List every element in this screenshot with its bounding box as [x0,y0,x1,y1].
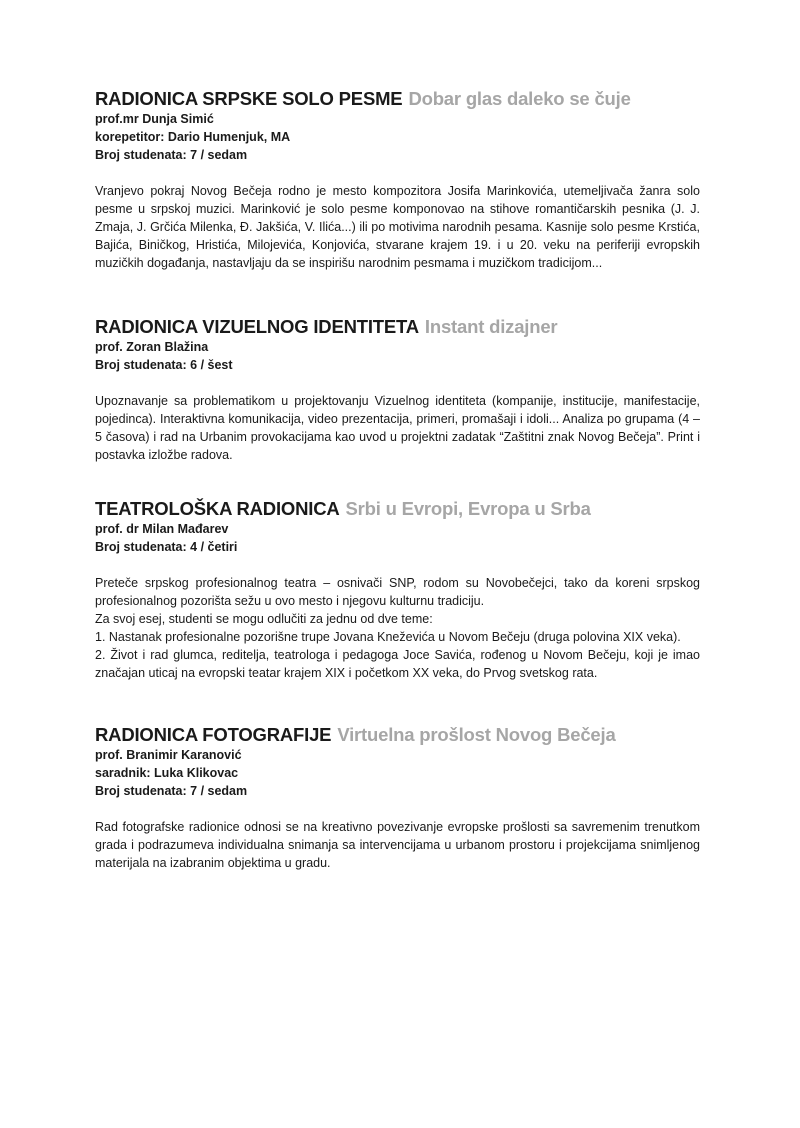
section-body [95,392,700,464]
section-body [95,574,700,682]
student-count-line: Broj studenata: 7 / sedam [95,784,248,798]
student-count-line: Broj studenata: 6 / šest [95,358,233,372]
section-heading [95,316,700,338]
section-subtitle: Virtuelna prošlost Novog Bečeja [337,724,616,745]
student-count-line: Broj studenata: 4 / četiri [95,540,238,554]
paragraph: Preteče srpskog profesionalnog teatra – osnivači SNP, rodom su Novobečejci, tako da koreni srpskog profesionalnog pozorišta sežu u ovo mesto i njegovu kulturnu tradiciju. [95,576,700,608]
section-subtitle: Instant dizajner [424,316,558,337]
section-heading [95,88,700,110]
section-title: RADIONICA FOTOGRAFIJE [95,724,332,745]
section-fotografija [95,724,700,872]
professor-line: prof. Branimir Karanović [95,748,242,762]
accompanist-line: korepetitor: Dario Humenjuk, MA [95,130,291,144]
section-vizuelni-identitet [95,316,700,464]
paragraph: Vranjevo pokraj Novog Bečeja rodno je mesto kompozitora Josifa Marinkovića, utemeljivača žanra solo pesme u srpskoj muzici. Marinković je solo pesme komponovao na stihove romantičarskih pesnika (J. J. Zmaja, J. Grčića Milenka, Đ. Jakšića, V. Ilića...) ili po motivima narodnih pesama. Kasnije solo pesme Krstića, Bajića, Biničkog, Hristića, Milojevića, Konjovića, stvarane krajem 19. i u 20. veku na periferiji evropskih muzičkih događanja, nastavljaju da se inspirišu narodnim pesmama i muzičkom tradicijom... [95,184,700,270]
section-heading [95,724,700,746]
section-title: RADIONICA VIZUELNOG IDENTITETA [95,316,419,337]
professor-line: prof. Zoran Blažina [95,340,209,354]
section-solo-pesme [95,88,700,272]
professor-line: prof.mr Dunja Simić [95,112,214,126]
paragraph: Upoznavanje sa problematikom u projektovanju Vizuelnog identiteta (kompanije, institucije, manifestacije, pojedinca). Interaktivna komunikacija, video prezentacija, primeri, promašaji i idoli... Analiza po grupama (4 – 5 časova) i rad na Urbanim provokacijama kao uvod u projektni zadatak “Zaštitni znak Novog Bečeja”. Print i postavka izložbe radova. [95,394,700,462]
section-body [95,818,700,872]
paragraph: Za svoj esej, studenti se mogu odlučiti za jednu od dve teme: [95,612,433,626]
section-heading [95,498,700,520]
section-title: TEATROLOŠKA RADIONICA [95,498,340,519]
associate-line: saradnik: Luka Klikovac [95,766,239,780]
paragraph: Rad fotografske radionice odnosi se na kreativno povezivanje evropske prošlosti sa savremenim trenutkom grada i podrazumeva individualna snimanja sa intervencijama u urbanom prostoru i projekcijama snimljenog materijala na izabranim objektima u gradu. [95,820,700,870]
section-subtitle: Srbi u Evropi, Evropa u Srba [345,498,591,519]
professor-line: prof. dr Milan Mađarev [95,522,229,536]
paragraph: 1. Nastanak profesionalne pozorišne trupe Jovana Kneževića u Novom Bečeju (druga polovina XIX veka). [95,630,681,644]
paragraph: 2. Život i rad glumca, reditelja, teatrologa i pedagoga Joce Savića, rođenog u Novom Bečeju, koji je imao značajan uticaj na evropski teatar krajem XIX i početkom XX veka, do Prvog svetskog rata. [95,648,700,680]
section-teatroloska [95,498,700,682]
section-body [95,182,700,272]
student-count-line: Broj studenata: 7 / sedam [95,148,248,162]
section-title: RADIONICA SRPSKE SOLO PESME [95,88,403,109]
section-subtitle: Dobar glas daleko se čuje [408,88,631,109]
